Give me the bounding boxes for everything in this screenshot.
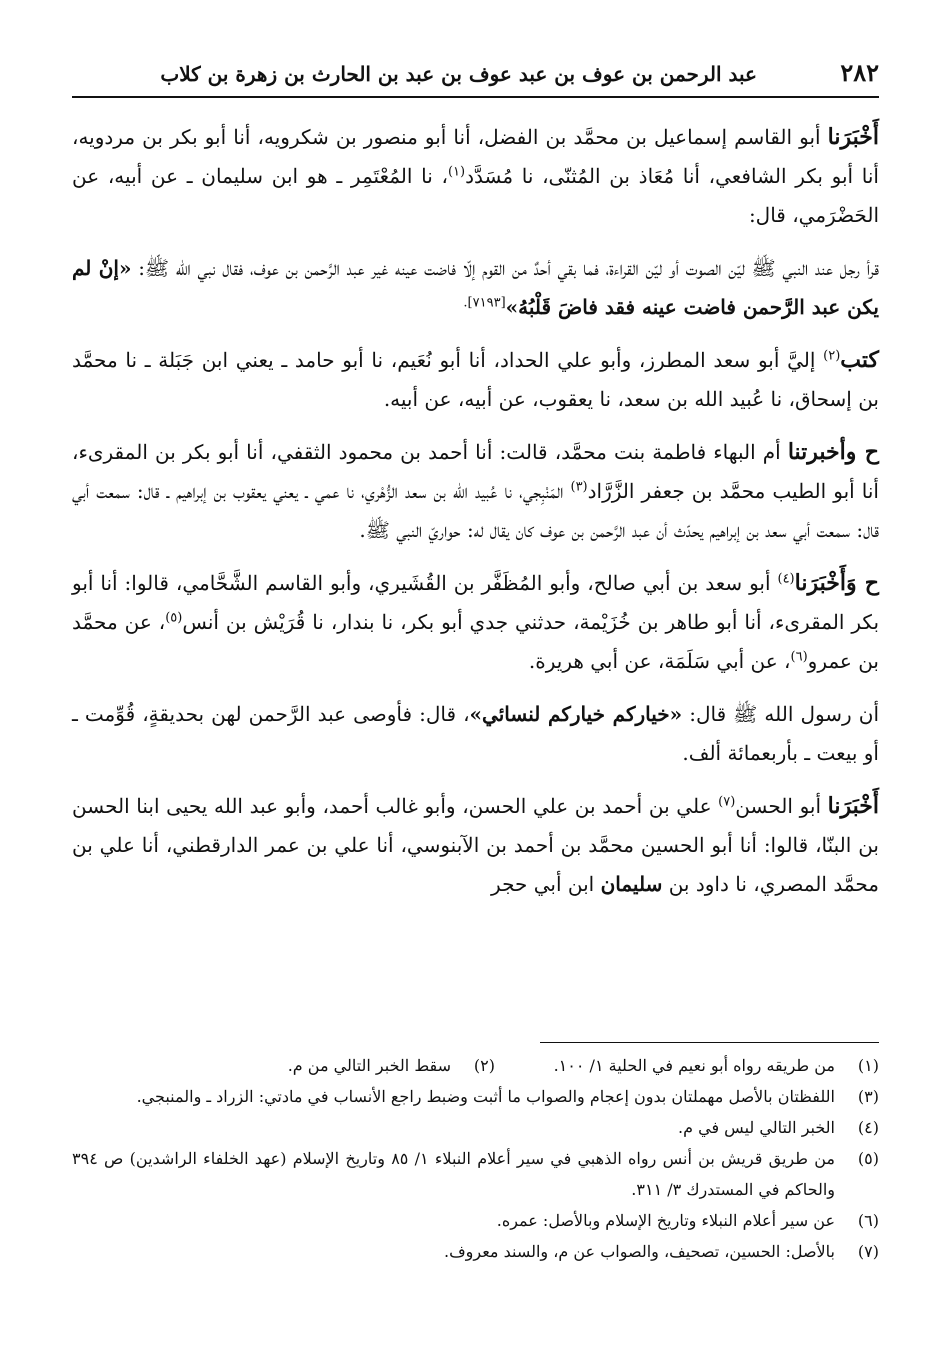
page-number: ٢٨٢ (840, 58, 879, 87)
footnote-text: بالأصل: الحسين، تصحيف، والصواب عن م، والسند معروف. (443, 1242, 835, 1261)
main-text (72, 118, 879, 918)
paragraph-text: قرأ رجل عند النبي ﷺ ليّن الصوت أو ليّن القراءة، فما بقي أحدٌ من القوم إلّا فاضت عينه غير عبد الرَّحمن بن عوف، فقال نبي الله ﷺ: (138, 256, 879, 280)
isnad-lead: ح وأخبرتنا (787, 439, 879, 465)
paragraph-text: أبو الحسن (735, 794, 822, 818)
hadith-quote: «إنْ لم يكن عبد الرَّحمن فاضت عينه فقد فاضَ قَلْبُهُ» (72, 256, 879, 319)
isnad-lead: ح وَأَخْبَرَنا (794, 570, 880, 596)
paragraph-4 (72, 433, 879, 550)
paragraph-text: ، نا المُعْتَمِر ـ هو ابن سليمان ـ عن أبيه، عن الحَضْرَمي، قال: (72, 164, 879, 227)
footnote-number: (٣) (857, 1087, 879, 1106)
footnote-text: سقط الخبر التالي من م. (287, 1056, 451, 1075)
footnote-row (72, 1050, 879, 1081)
paragraph-text: أبو سعد بن أبي صالح، وأبو المُظَفَّر بن القُشَيري، وأبو القاسم الشَّحَّامي، قالوا: أنا أبو بكر المقرىء، أنا أبو طاهر بن خُزَيْمة، حدثني جدي أبو بكر، نا بندار، نا قُرَيْش بن أنس (72, 571, 880, 634)
footnote-number: (٦) (857, 1211, 879, 1230)
paragraph-3 (72, 341, 879, 419)
footnote-text: الخبر التالي ليس في م. (678, 1118, 835, 1137)
paragraph-6 (72, 695, 879, 773)
paragraph-text: المَنْبِجي، نا عُبيد الله بن سعد الزُّهْري، نا عمي ـ يعني يعقوب بن إبراهيم ـ قال: سمعت أبي قال: سمعت أبي سعد بن إبراهيم يحدّث أن عبد الرَّحمن بن عوف كان يقال له: حواريّ النبي ﷺ. (72, 479, 879, 542)
paragraph-text: ، قال: فأوصى عبد الرَّحمن لهن بحديقةٍ، قُوِّمت ـ أو بيعت ـ بأربعمائة ألف. (72, 702, 879, 765)
footnote-ref: (٣) (570, 479, 588, 495)
paragraph-text: ابن أبي حجر (491, 872, 595, 896)
footnote-row (72, 1143, 879, 1205)
footnote-row (72, 1205, 879, 1236)
footnote-ref: (١) (447, 164, 466, 180)
page-header (72, 52, 879, 98)
paragraph-text: أبو القاسم إسماعيل بن محمَّد بن الفضل، أنا أبو منصور بن شكرويه، أنا أبو بكر بن مردويه، أنا أبو بكر الشافعي، أنا مُعَاذ بن المُثنّى، نا مُسَدَّد (72, 125, 879, 188)
footnote-text: من طريق قريش بن أنس رواه الذهبي في سير أعلام النبلاء ١/ ٨٥ وتاريخ الإسلام (عهد الخلفاء الراشدين) ص ٣٩٤ والحاكم في المستدرك ٣/ ٣١١. (72, 1149, 835, 1199)
footnote-number: (١) (857, 1056, 879, 1075)
isnad-lead: كتب (840, 347, 879, 373)
footnote-number: (٥) (857, 1149, 879, 1168)
paragraph-text: أم البهاء فاطمة بنت محمَّد، قالت: أنا أحمد بن محمود الثقفي، أنا أبو بكر بن المقرىء، أنا أبو الطيب محمَّد بن جعفر الزَّرَّاد (72, 440, 879, 503)
paragraph-text: ، عن أبي سَلَمَة، عن أبي هريرة. (528, 649, 791, 673)
footnote-number: (٢) (473, 1056, 495, 1075)
footnote-text: اللفظتان بالأصل مهملتان بدون إعجام والصواب ما أثبت وضبط راجع الأنساب في مادتي: الزراد ـ والمنبجي. (136, 1087, 835, 1106)
paragraph-5 (72, 564, 879, 681)
footnote-ref: (٦) (790, 649, 808, 665)
bold-name: سليمان (600, 872, 663, 896)
footnote-number: (٤) (857, 1118, 879, 1137)
paragraph-text: أن رسول الله ﷺ قال: (689, 702, 880, 726)
footnote-divider (540, 1042, 879, 1043)
footnotes (72, 1050, 879, 1267)
hadith-quote: «خياركم خياركم لنسائي» (469, 702, 683, 726)
footnote-ref: (٥) (165, 610, 183, 626)
isnad-lead: أَخْبَرَنا (827, 124, 879, 150)
footnote-row (72, 1236, 879, 1267)
running-title: عبد الرحمن بن عوف بن عبد عوف بن عبد بن الحارث بن زهرة بن كلاب (160, 62, 757, 86)
paragraph-2 (72, 249, 879, 327)
paragraph-7 (72, 787, 879, 904)
hadith-number: [٧١٩٣]. (463, 295, 506, 311)
footnote-number: (٧) (857, 1242, 879, 1261)
footnote-row (72, 1081, 879, 1112)
footnote-ref: (٢) (823, 348, 841, 364)
footnote-ref: (٧) (718, 794, 736, 810)
paragraph-text: علي بن أحمد بن علي الحسن، وأبو غالب أحمد، وأبو عبد الله يحيى ابنا الحسن بن البنّا، قالوا: أنا أبو الحسين محمَّد بن أحمد بن الآبنوسي، أنا علي بن عمر الدارقطني، أنا علي بن محمَّد المصري، نا داود بن (72, 794, 879, 896)
footnote-ref: (٤) (777, 571, 795, 587)
paragraph-text: ، عن محمَّد بن عمرو (72, 610, 879, 673)
footnote-text: من طريقه رواه أبو نعيم في الحلية ١/ ١٠٠. (553, 1056, 835, 1075)
footnote-text: عن سير أعلام النبلاء وتاريخ الإسلام وبالأصل: عمره. (496, 1211, 835, 1230)
paragraph-text: إليَّ أبو سعد المطرز، وأبو علي الحداد، أنا أبو نُعَيم، نا أبو حامد ـ يعني ابن جَبَلة ـ نا محمَّد بن إسحاق، نا عُبيد الله بن سعد، نا يعقوب، عن أبيه، عن أبيه. (72, 348, 879, 411)
isnad-lead: أَخْبَرَنا (827, 793, 879, 819)
paragraph-1 (72, 118, 879, 235)
footnote-row (72, 1112, 879, 1143)
